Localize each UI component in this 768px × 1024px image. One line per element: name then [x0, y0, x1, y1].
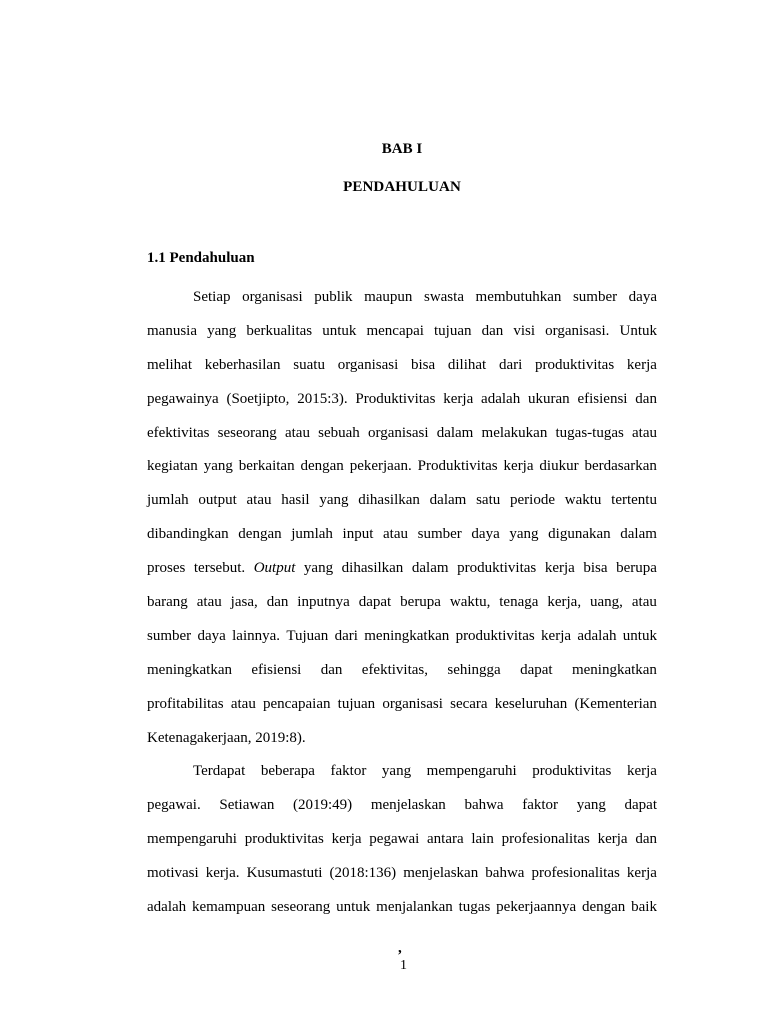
word: organisasi: [242, 289, 303, 305]
paragraph-line-mixed: [147, 552, 657, 586]
word: dihasilkan: [358, 492, 420, 509]
word: dan: [635, 390, 657, 407]
word: kerja: [541, 627, 572, 644]
word: periode: [510, 492, 555, 509]
word: kerja: [626, 865, 657, 882]
paragraph-line: [147, 654, 657, 688]
word: daya: [628, 289, 657, 305]
paragraph-line: [147, 620, 657, 654]
word: dan: [266, 594, 289, 611]
word: tugas: [458, 899, 491, 916]
word: yang: [319, 492, 349, 509]
paragraph-line: [147, 891, 657, 925]
word: visi: [513, 322, 536, 339]
word: dengan: [581, 899, 626, 916]
word: seseorang: [217, 424, 277, 441]
word: Untuk: [619, 322, 657, 339]
word: dan: [635, 831, 657, 848]
word: jumlah: [291, 526, 333, 543]
word: kegiatan: [147, 458, 198, 475]
word: bahwa: [485, 865, 525, 882]
word: kemampuan: [191, 899, 266, 916]
word: atau: [196, 594, 222, 611]
word: faktor: [522, 797, 559, 814]
word: tenaga: [499, 594, 539, 611]
word: (2018:136): [329, 865, 397, 882]
word: yang: [509, 526, 539, 543]
word: dengan: [238, 526, 282, 543]
word: produktivitas: [532, 763, 612, 780]
word: mempengaruhi: [147, 831, 237, 848]
word: beberapa: [260, 763, 315, 780]
word: produktivitas: [455, 627, 535, 644]
word: diukur: [539, 458, 579, 475]
word: efektivitas,: [361, 661, 429, 678]
paragraph-line: [147, 688, 657, 722]
word: baik: [631, 899, 657, 916]
word: 2015:3).: [297, 390, 348, 407]
word: daya: [471, 526, 500, 543]
word: lainnya.: [232, 627, 281, 644]
word: adalah: [481, 390, 521, 407]
paragraph-line: [147, 484, 657, 518]
word: maupun: [364, 289, 413, 305]
word: melakukan: [481, 424, 548, 441]
word: dan: [320, 661, 343, 678]
word: yang: [576, 797, 606, 814]
paragraph-line: [147, 586, 657, 620]
word: bisa: [410, 356, 436, 373]
word: profesionalitas: [531, 865, 620, 882]
word: motivasi: [147, 865, 199, 882]
word: adalah: [577, 627, 617, 644]
paragraph-line: [147, 518, 657, 552]
word: kerja: [331, 831, 362, 848]
paragraph-line: [147, 383, 657, 417]
word: kerja.: [205, 865, 240, 882]
word: yang: [303, 560, 334, 577]
word: tujuan: [434, 322, 472, 339]
word: untuk: [622, 627, 657, 644]
word: uang,: [590, 594, 623, 611]
word: input: [342, 526, 374, 543]
word: ukuran: [528, 390, 570, 407]
word: Produktivitas: [355, 390, 436, 407]
word: (Soetjipto,: [226, 390, 290, 407]
word: untuk: [336, 899, 371, 916]
word: pencapaian: [263, 695, 331, 712]
word: berkaitan: [238, 458, 295, 475]
word: suatu: [293, 356, 325, 373]
word: yang: [203, 458, 233, 475]
word: mencapai: [366, 322, 424, 339]
word: tertentu: [611, 492, 657, 509]
word: menjelaskan: [370, 797, 446, 814]
word: faktor: [330, 763, 367, 780]
paragraph-line: [147, 755, 657, 789]
word: menjalankan: [376, 899, 453, 916]
word: melihat: [147, 356, 192, 373]
word: secara: [450, 695, 488, 712]
word: output: [198, 492, 237, 509]
word: keberhasilan: [204, 356, 281, 373]
word: pekerjaan.: [349, 458, 412, 475]
word: kerja: [626, 763, 657, 780]
word: yang: [207, 322, 237, 339]
word: atau: [284, 424, 310, 441]
word: kerja: [503, 458, 534, 475]
paragraph-line: [147, 857, 657, 891]
word: antara: [427, 831, 464, 848]
word: atau: [230, 695, 256, 712]
paragraph-line: [147, 789, 657, 823]
word: kerja,: [547, 594, 582, 611]
word: sehingga: [447, 661, 501, 678]
word: manusia: [147, 322, 197, 339]
word: Setiap: [193, 289, 231, 305]
word: dalam: [429, 492, 467, 509]
paragraph-line: [147, 823, 657, 857]
word: hasil: [281, 492, 310, 509]
word: atau: [632, 424, 657, 441]
word: organisasi: [337, 356, 399, 373]
chapter-label: BAB I: [381, 141, 423, 157]
word: dihasilkan: [341, 560, 404, 577]
word: dalam: [436, 424, 474, 441]
word: atau: [246, 492, 272, 509]
word: pegawai.: [147, 797, 201, 814]
word: dibandingkan: [147, 526, 229, 543]
word: dilihat: [447, 356, 487, 373]
word: produktivitas: [457, 560, 537, 577]
word: Kusumastuti: [246, 865, 323, 882]
paragraph-line: Ketenagakerjaan, 2019:8).: [147, 729, 306, 746]
italic-word: Output: [253, 560, 296, 577]
word: sumber: [417, 526, 462, 543]
word: meningkatkan: [571, 661, 657, 678]
word: untuk: [322, 322, 357, 339]
word: profesionalitas: [501, 831, 590, 848]
word: mempengaruhi: [426, 763, 517, 780]
word: dalam: [620, 526, 657, 543]
word: berkualitas: [246, 322, 313, 339]
word: meningkatkan: [147, 661, 232, 678]
word: organisasi: [382, 695, 443, 712]
word: meningkatkan: [364, 627, 450, 644]
word: Terdapat: [193, 763, 246, 780]
word: dan: [481, 322, 504, 339]
word: bisa: [583, 560, 608, 577]
word: kerja: [443, 390, 474, 407]
word: tujuan: [337, 695, 376, 712]
word: tugas-tugas: [555, 424, 624, 441]
word: (2019:49): [293, 797, 353, 814]
word: berupa: [400, 594, 441, 611]
word: inputnya: [297, 594, 350, 611]
word: proses: [147, 560, 186, 577]
word: organisasi.: [545, 322, 610, 339]
word: adalah: [147, 899, 187, 916]
page-number: 1: [400, 958, 407, 973]
word: atau: [631, 594, 657, 611]
word: dari: [334, 627, 358, 644]
word: profitabilitas: [147, 695, 224, 712]
word: sebuah: [318, 424, 360, 441]
word: tersebut.: [193, 560, 246, 577]
word: waktu,: [449, 594, 491, 611]
word: barang: [147, 594, 188, 611]
word: produktivitas: [244, 831, 324, 848]
word: swasta: [423, 289, 464, 305]
chapter-title: PENDAHULUAN: [343, 179, 461, 195]
paragraph-line: [147, 281, 657, 315]
word: efisiensi: [577, 390, 628, 407]
word: pekerjaannya: [496, 899, 577, 916]
word: organisasi: [367, 424, 429, 441]
body-text: [147, 281, 657, 925]
word: bahwa: [464, 797, 504, 814]
paragraph-line: [147, 417, 657, 451]
word: dapat: [358, 594, 392, 611]
word: (Kementerian: [574, 695, 657, 712]
word: kerja: [626, 356, 657, 373]
word: Tujuan: [286, 627, 329, 644]
word: produktivitas: [535, 356, 615, 373]
word: menjelaskan: [403, 865, 479, 882]
word: dalam: [411, 560, 449, 577]
word: dari: [498, 356, 523, 373]
word: kerja: [597, 831, 628, 848]
word: keseluruhan: [494, 695, 568, 712]
word: seseorang: [271, 899, 331, 916]
word: daya: [197, 627, 226, 644]
word: yang: [381, 763, 412, 780]
word: berupa: [616, 560, 657, 577]
word: pegawainya: [147, 390, 219, 407]
footer-mark: ,: [398, 940, 402, 956]
word: sumber: [572, 289, 618, 305]
word: satu: [476, 492, 501, 509]
paragraph-line: [147, 349, 657, 383]
word: publik: [314, 289, 353, 305]
word: lain: [471, 831, 494, 848]
word: membutuhkan: [475, 289, 562, 305]
word: efisiensi: [251, 661, 302, 678]
word: berdasarkan: [584, 458, 657, 475]
word: sumber: [147, 627, 192, 644]
word: atau: [383, 526, 408, 543]
paragraph-line: [147, 450, 657, 484]
word: pegawai: [369, 831, 420, 848]
word: dengan: [300, 458, 344, 475]
word: digunakan: [548, 526, 611, 543]
word: waktu: [564, 492, 602, 509]
section-heading: 1.1 Pendahuluan: [147, 250, 255, 266]
word: Produktivitas: [417, 458, 498, 475]
word: dapat: [520, 661, 553, 678]
word: dapat: [624, 797, 657, 814]
word: jasa,: [230, 594, 258, 611]
word: jumlah: [147, 492, 189, 509]
word: efektivitas: [147, 424, 210, 441]
word: Setiawan: [219, 797, 275, 814]
word: kerja: [544, 560, 575, 577]
paragraph-line: [147, 315, 657, 349]
